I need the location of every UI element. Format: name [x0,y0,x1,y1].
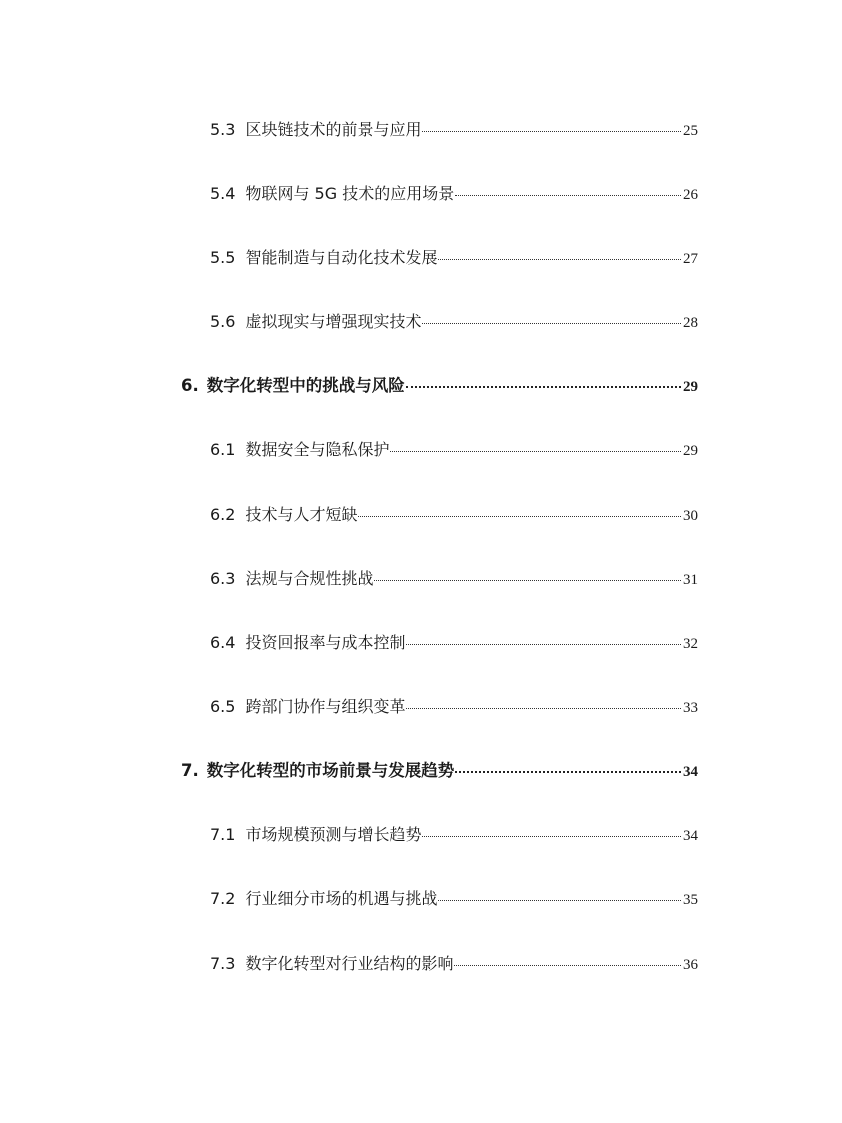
toc-entry-number: 6.4 [210,633,236,652]
toc-entry-number: 7.2 [210,889,236,908]
dot-leader [422,131,681,132]
toc-entry-number: 6. [181,376,199,395]
toc-entry-title: 虚拟现实与增强现实技术 [245,312,422,331]
toc-entry-number: 7.1 [210,825,236,844]
toc-entry-number: 6.3 [210,569,236,588]
toc-entry-page-number: 36 [683,957,698,973]
toc-entry-5-5[interactable] [210,245,698,271]
toc-entry-title: 行业细分市场的机遇与挑战 [245,889,438,908]
toc-entry-title: 物联网与 5G 技术的应用场景 [245,184,455,203]
toc-entry-7-3[interactable] [210,951,698,977]
dot-leader [455,771,681,773]
dot-leader [406,386,681,388]
toc-entry-7-2[interactable] [210,886,698,912]
toc-entry-5-3[interactable] [210,117,698,143]
toc-entry-number: 6.5 [210,697,236,716]
toc-entry-page-number: 31 [683,572,698,588]
toc-entry-number: 6.1 [210,440,236,459]
toc-entry-page-number: 34 [683,764,698,780]
toc-entry-page-number: 33 [683,700,698,716]
toc-entry-7-1[interactable] [210,822,698,848]
toc-entry-5-6[interactable] [210,309,698,335]
toc-entry-number: 5.5 [210,248,236,267]
toc-entry-title: 数字化转型的市场前景与发展趋势 [206,761,455,780]
toc-entry-page-number: 28 [683,315,698,331]
toc-entry-page-number: 35 [683,892,698,908]
toc-entry-number: 6.2 [210,505,236,524]
dot-leader [438,900,681,901]
dot-leader [406,644,681,645]
toc-entry-page-number: 29 [683,443,698,459]
toc-entry-6-4[interactable] [210,630,698,656]
toc-entry-number: 5.3 [210,120,236,139]
toc-entry-page-number: 34 [683,828,698,844]
dot-leader [374,580,681,581]
dot-leader [438,259,681,260]
toc-entry-number: 7. [181,761,199,780]
toc-entry-page-number: 27 [683,251,698,267]
toc-entry-number: 5.6 [210,312,236,331]
dot-leader [406,708,681,709]
toc-entry-page-number: 26 [683,187,698,203]
toc-entry-7[interactable] [181,758,698,784]
toc-entry-title: 法规与合规性挑战 [245,569,374,588]
toc-entry-6-3[interactable] [210,566,698,592]
dot-leader [422,836,681,837]
toc-entry-title: 数据安全与隐私保护 [245,440,390,459]
toc-entry-page-number: 29 [683,379,698,395]
toc-entry-5-4[interactable] [210,181,698,207]
toc-entry-6-1[interactable] [210,437,698,463]
toc-entry-title: 投资回报率与成本控制 [245,633,406,652]
toc-entry-title: 市场规模预测与增长趋势 [245,825,422,844]
toc-entry-6-5[interactable] [210,694,698,720]
toc-entry-title: 数字化转型对行业结构的影响 [245,954,454,973]
toc-entry-title: 跨部门协作与组织变革 [245,697,406,716]
toc-entry-title: 数字化转型中的挑战与风险 [206,376,405,395]
dot-leader [390,451,681,452]
toc-entry-title: 智能制造与自动化技术发展 [245,248,438,267]
dot-leader [454,965,681,966]
toc-entry-number: 5.4 [210,184,236,203]
toc-entry-6-2[interactable] [210,502,698,528]
dot-leader [422,323,681,324]
toc-entry-number: 7.3 [210,954,236,973]
toc-entry-title: 区块链技术的前景与应用 [245,120,422,139]
dot-leader [455,195,681,196]
toc-entry-page-number: 32 [683,636,698,652]
toc-entry-title: 技术与人才短缺 [245,505,358,524]
dot-leader [358,516,681,517]
toc-entry-page-number: 25 [683,123,698,139]
toc-entry-6[interactable] [181,373,698,399]
toc-entry-page-number: 30 [683,508,698,524]
